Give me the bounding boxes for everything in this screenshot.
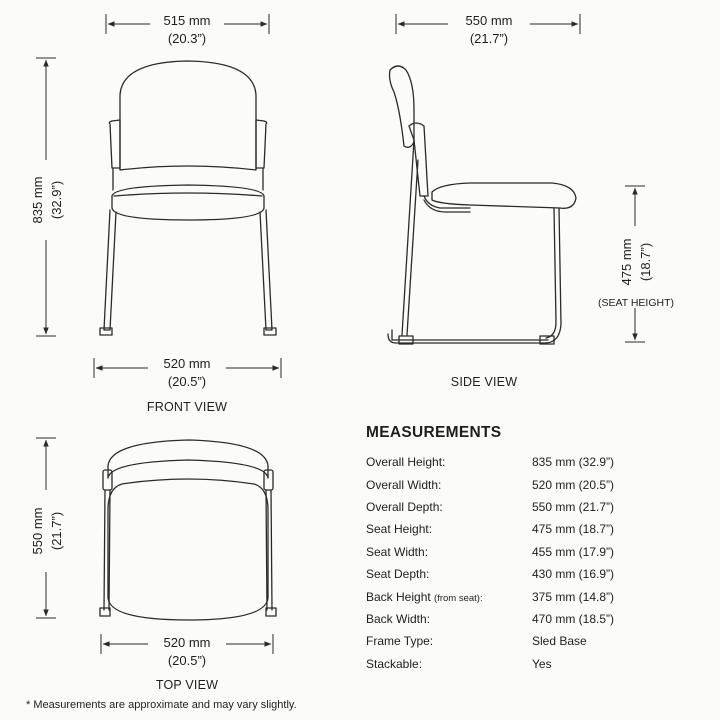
measurement-row (366, 630, 696, 652)
top-view-chair (100, 440, 276, 620)
front-base-width-dimension (94, 356, 281, 389)
measurement-value: 550 mm (21.7”) (532, 499, 615, 514)
front-base-width-in: (20.5”) (167, 374, 207, 389)
measurement-label: Overall Width: (366, 477, 442, 492)
measurement-value: 520 mm (20.5”) (532, 477, 615, 492)
measurement-value: Sled Base (532, 634, 587, 649)
measurements-table (366, 424, 696, 675)
measurement-row (366, 585, 696, 607)
measurement-label: Stackable: (366, 656, 423, 671)
measurement-label: Seat Width: (366, 544, 429, 559)
front-height-dimension (30, 58, 64, 336)
front-top-width-dimension (106, 13, 269, 46)
measurement-label: Overall Height: (366, 455, 446, 470)
measurement-label: Frame Type: (366, 634, 434, 649)
side-seat-height-in: (18.7”) (638, 242, 653, 282)
top-depth-in: (21.7”) (49, 511, 64, 551)
measurement-row (366, 473, 696, 495)
measurement-row (366, 518, 696, 540)
measurement-label: Seat Depth: (366, 567, 430, 582)
side-depth-dimension (396, 13, 580, 46)
side-seat-height-mm: 475 mm (619, 238, 634, 286)
measurement-value: 835 mm (32.9”) (532, 455, 615, 470)
top-view-label: TOP VIEW (155, 678, 219, 692)
measurement-row (366, 608, 696, 630)
measurement-value: 430 mm (16.9”) (532, 567, 615, 582)
side-depth-mm: 550 mm (465, 13, 513, 28)
measurement-row (366, 563, 696, 585)
measurement-row (366, 451, 696, 473)
side-depth-in: (21.7”) (469, 31, 509, 46)
measurement-row (366, 653, 696, 675)
measurement-value: 475 mm (18.7”) (532, 522, 615, 537)
front-height-in: (32.9”) (49, 180, 64, 220)
top-width-dimension (101, 634, 273, 668)
top-depth-mm: 550 mm (30, 507, 45, 555)
front-view-chair (100, 61, 276, 335)
measurement-label: Back Height (366, 589, 431, 604)
measurement-value: Yes (532, 656, 552, 671)
measurement-label: Back Width: (366, 611, 431, 626)
footnote: * Measurements are approximate and may vary slightly. (26, 699, 297, 711)
measurement-label: Seat Height: (366, 522, 433, 537)
top-width-in: (20.5”) (167, 653, 207, 668)
measurements-title: MEASUREMENTS (366, 424, 502, 441)
measurement-value: 470 mm (18.5”) (532, 611, 615, 626)
measurement-value: 455 mm (17.9”) (532, 544, 615, 559)
seat-height-note: (SEAT HEIGHT) (597, 297, 675, 309)
top-depth-dimension (30, 438, 64, 618)
front-base-width-mm: 520 mm (163, 356, 211, 371)
measurements-rows (366, 451, 696, 675)
side-view-label: SIDE VIEW (450, 375, 518, 389)
side-view-chair (388, 66, 576, 344)
front-height-mm: 835 mm (30, 176, 45, 224)
measurement-sublabel: (from seat): (434, 592, 483, 604)
front-view-label: FRONT VIEW (146, 400, 228, 414)
measurement-value: 375 mm (14.8”) (532, 589, 615, 604)
front-top-width-mm: 515 mm (163, 13, 211, 28)
side-seat-height-dimension (595, 186, 677, 342)
top-view (30, 438, 276, 692)
side-view (388, 13, 677, 389)
front-view (30, 13, 281, 414)
measurement-row (366, 496, 696, 518)
front-top-width-in: (20.3”) (167, 31, 207, 46)
top-width-mm: 520 mm (163, 635, 211, 650)
measurement-row (366, 541, 696, 563)
measurement-label: Overall Depth: (366, 499, 443, 514)
